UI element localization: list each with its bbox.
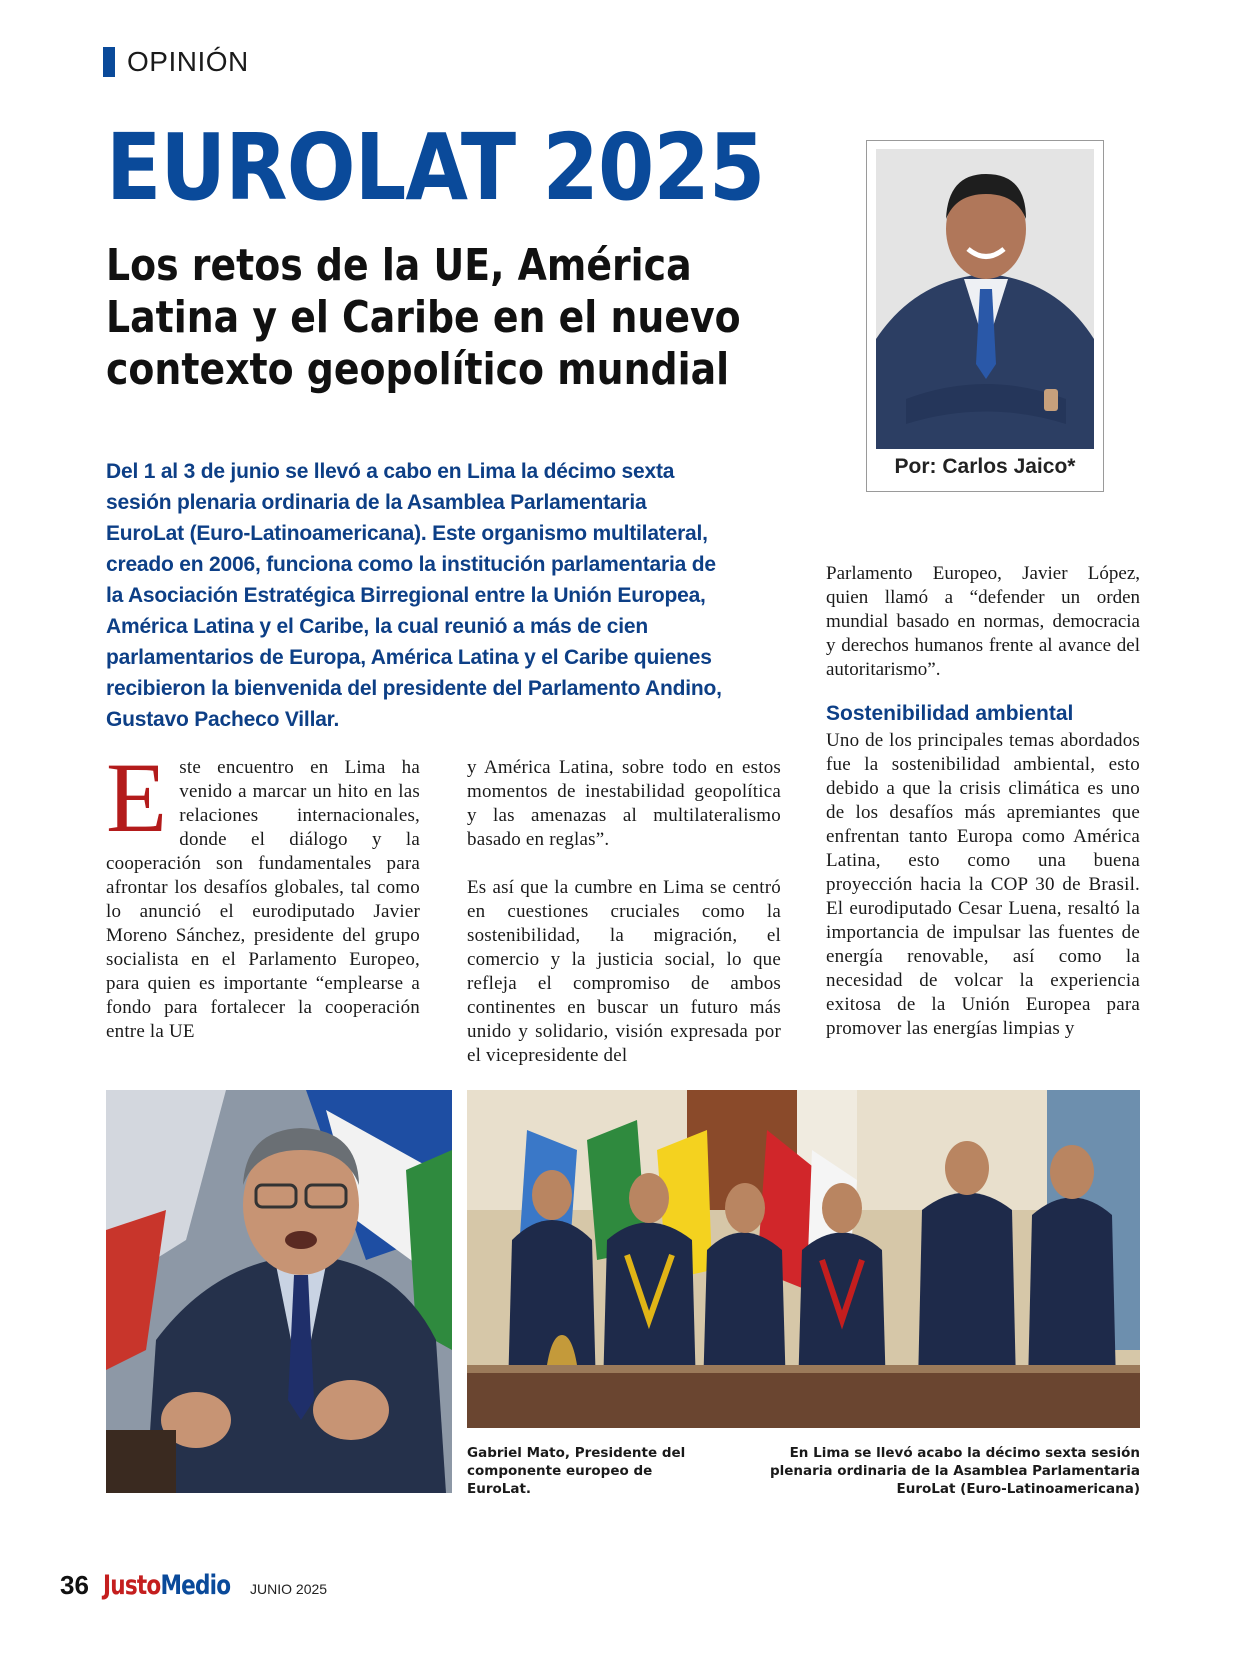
speaker-image: [106, 1090, 452, 1493]
body-text: y América Latina, sobre todo en estos momentos de inestabilidad geopolítica y las amenazas al multilateralismo basado en reglas”.: [467, 757, 781, 850]
body-text: Es así que la cumbre en Lima se centró en cuestiones cruciales como la sostenibilidad, la migración, el comercio y la justicia social, lo que refleja el compromiso de ambos continentes en buscar un futuro más unido y solidario, visión expresada por el vicepresidente del: [467, 877, 781, 1066]
issue-date: JUNIO 2025: [250, 1581, 328, 1597]
magazine-logo: JustoMedio: [102, 1570, 231, 1601]
plenary-photo: [467, 1090, 1140, 1428]
author-box: [866, 140, 1104, 492]
section-label: OPINIÓN: [127, 46, 249, 77]
body-column-3-top: Parlamento Europeo, Javier López, quien llamó a “defender un orden mundial basado en normas, democracia y derechos humanos frente al avance del autoritarismo”.: [826, 563, 1140, 680]
author-portrait-image: [876, 149, 1094, 449]
section-marker: [103, 47, 115, 77]
body-column-1: [106, 742, 420, 1044]
body-column-2: [467, 756, 781, 1068]
body-text: Uno de los principales temas abordados fue la sostenibilidad ambiental, esto debido a que la crisis climática es uno de los desafíos más apremiantes que enfrentan tanto Europa como América Latina, esto como una buena proyección hacia la COP 30 de Brasil. El eurodiputado Cesar Luena, resaltó la importancia de impulsar las fuentes de energía renovable, así como la necesidad de volcar la experiencia exitosa de la Unión Europea para promover las energías limpias y: [826, 730, 1140, 1039]
page-footer: [60, 1570, 327, 1601]
section-tag: [103, 46, 249, 78]
article-subtitle: Los retos de la UE, América Latina y el Caribe en el nuevo contexto geopolítico mundial: [106, 240, 741, 395]
page-number: 36: [60, 1570, 89, 1600]
body-column-3: [826, 729, 1140, 1041]
author-byline: Por: Carlos Jaico*: [894, 455, 1076, 478]
body-text: ste encuentro en Lima ha venido a marcar un hito en las relaciones internacionales, donde el diálogo y la cooperación son fundamentales para afrontar los desafíos globales, tal como lo anunció el eurodiputado Javier Moreno Sánchez, presidente del grupo socialista en el Parlamento Europeo, para quien es importante “emplearse a fondo para fortalecer la cooperación entre la UE: [106, 757, 420, 1042]
photo-caption-speaker: Gabriel Mato, Presidente del componente europeo de EuroLat.: [467, 1445, 686, 1497]
author-photo: [876, 149, 1094, 449]
drop-cap: E: [106, 742, 168, 853]
section-subheading: Sostenibilidad ambiental: [826, 702, 1074, 725]
lead-paragraph: Del 1 al 3 de junio se llevó a cabo en Lima la décimo sexta sesión plenaria ordinaria de la Asamblea Parlamentaria EuroLat (Euro-Latinoamericana). Este organismo multilateral, creado en 2006, funciona como la institución parlamentaria de la Asociación Estratégica Birregional entre la Unión Europea, América Latina y el Caribe, la cual reunió a más de cien parlamentarios de Europa, América Latina y el Caribe quienes recibieron la bienvenida del presidente del Parlamento Andino, Gustavo Pacheco Villar.: [106, 460, 722, 731]
photo-caption-plenary: En Lima se llevó acabo la décimo sexta sesión plenaria ordinaria de la Asamblea Parlamentaria EuroLat (Euro-Latinoamericana): [769, 1445, 1140, 1497]
plenary-image: [467, 1090, 1140, 1428]
speaker-photo: [106, 1090, 452, 1493]
article-headline: EUROLAT 2025: [106, 114, 765, 221]
